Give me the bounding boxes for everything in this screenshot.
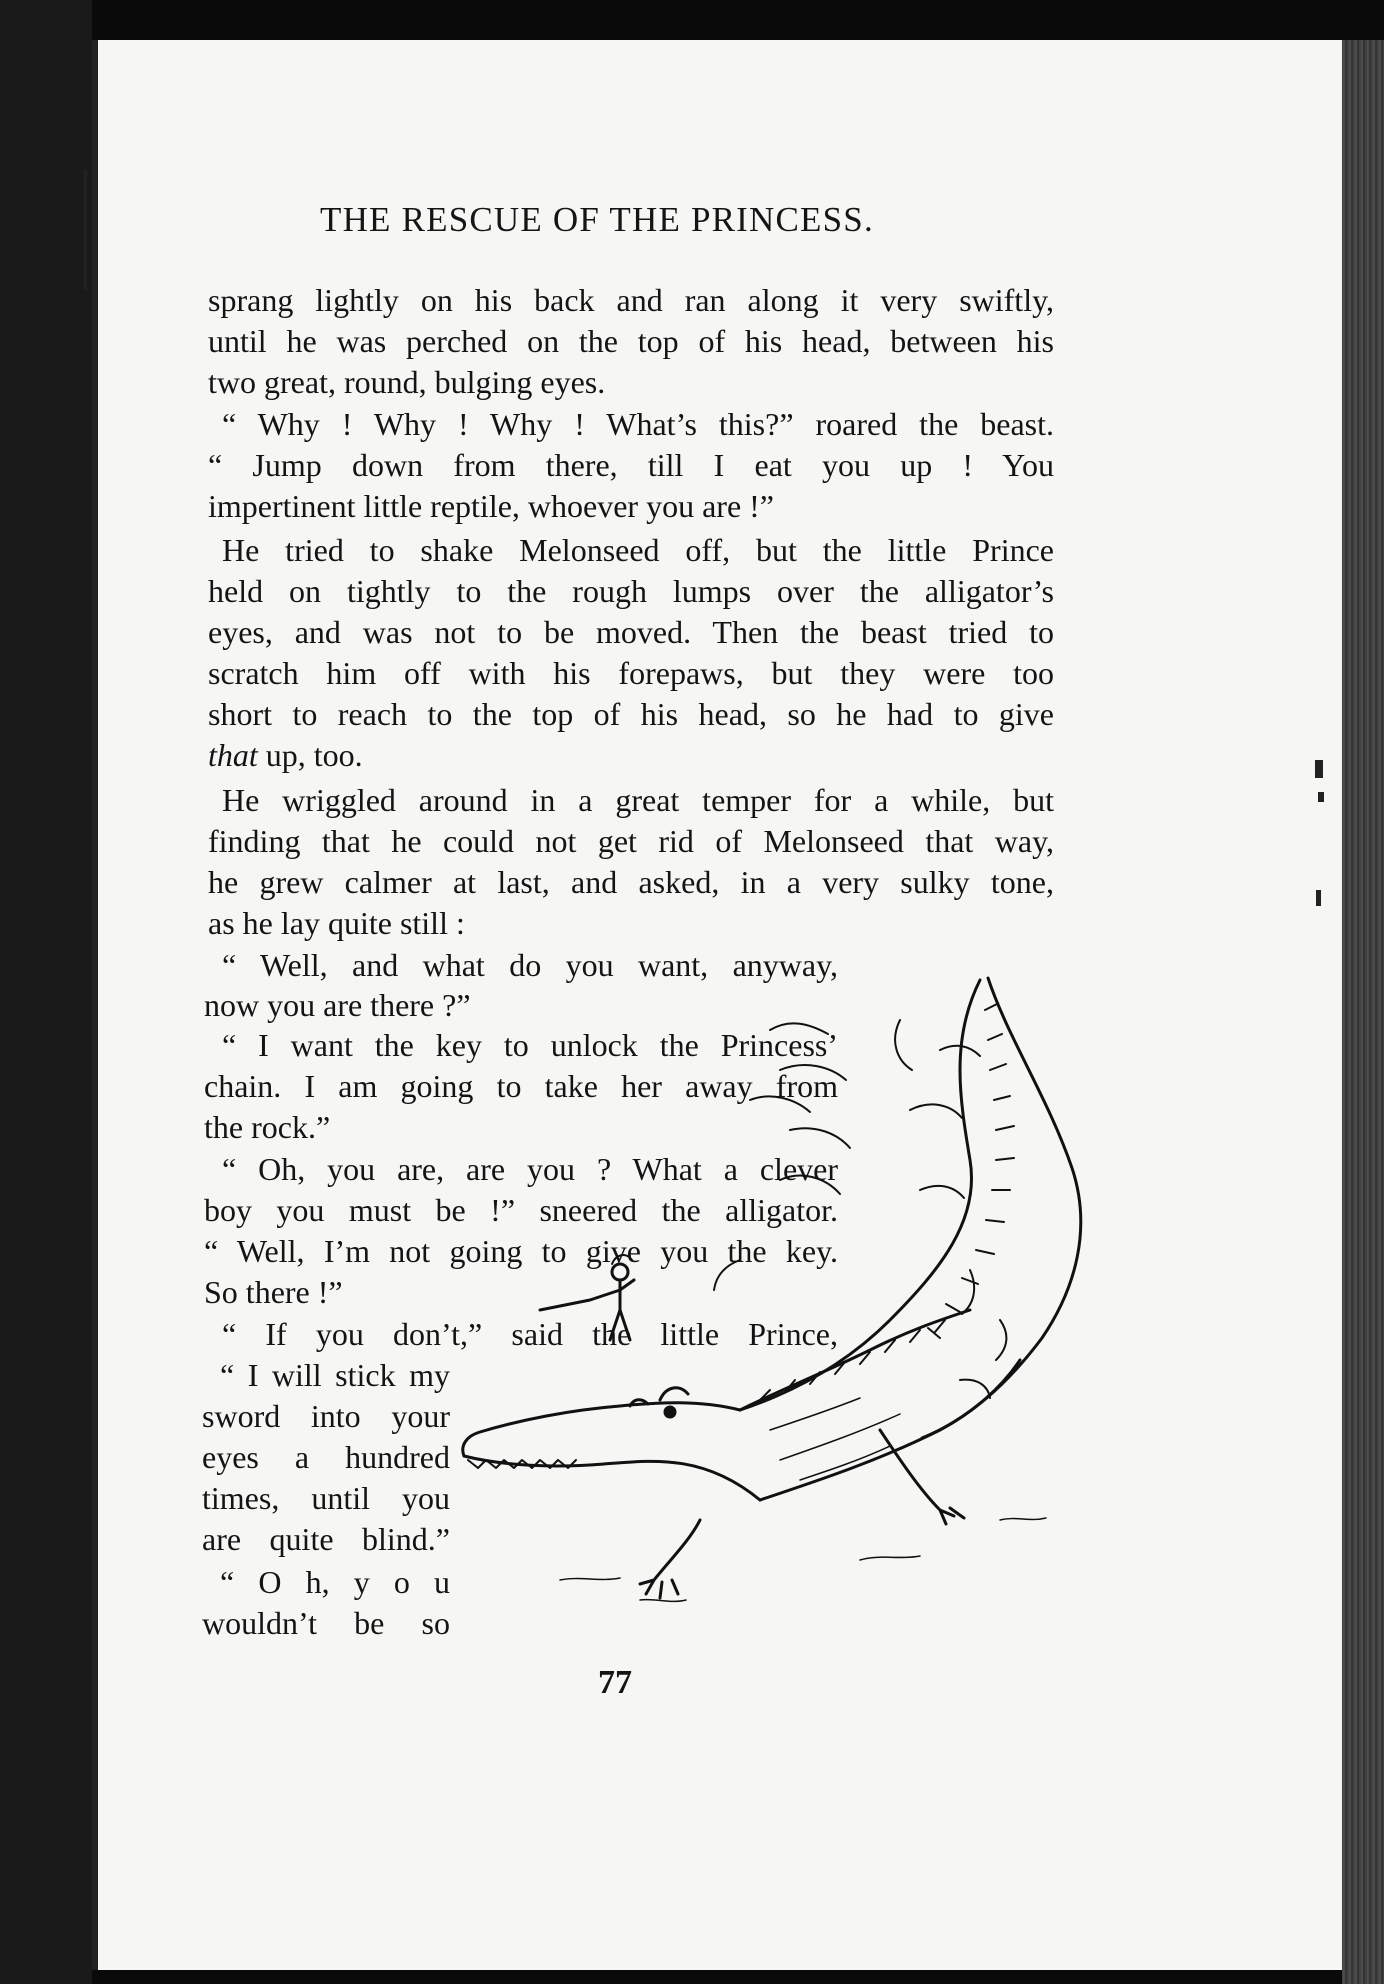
text-line: “ Well, I’m not going to give you the key.	[204, 1233, 838, 1269]
text-line: “ O h, y o u	[220, 1564, 450, 1600]
text-line: times, until you	[202, 1480, 450, 1516]
page-edge	[1342, 40, 1384, 1984]
running-head: THE RESCUE OF THE PRINCESS.	[320, 200, 874, 239]
scan-left-margin	[0, 0, 92, 1984]
text-line: So there !”	[204, 1274, 343, 1310]
text-line: the rock.”	[204, 1109, 331, 1145]
italic-word: that	[208, 737, 258, 773]
text-line	[208, 735, 1054, 775]
text-line: sprang lightly on his back and ran along it very swiftly,	[208, 282, 1054, 318]
text-line: boy you must be !” sneered the alligator.	[204, 1192, 838, 1228]
text-line: short to reach to the top of his head, so he had to give	[208, 696, 1054, 732]
text-line: finding that he could not get rid of Melonseed that way,	[208, 823, 1054, 859]
scan-mark	[1318, 792, 1324, 802]
text-line: impertinent little reptile, whoever you are !”	[208, 488, 774, 524]
text-line: “ I want the key to unlock the Princess’	[222, 1027, 838, 1063]
text-line: held on tightly to the rough lumps over the alligator’s	[208, 573, 1054, 609]
text-line: “ Well, and what do you want, anyway,	[222, 947, 838, 983]
text-line: He tried to shake Melonseed off, but the little Prince	[222, 532, 1054, 568]
text-line: He wriggled around in a great temper for a while, but	[222, 782, 1054, 818]
text-line: eyes a hundred	[202, 1439, 450, 1475]
text-line: sword into your	[202, 1398, 450, 1434]
text-line: “ Why ! Why ! Why ! What’s this?” roared the beast.	[222, 406, 1054, 442]
scan-mark	[1315, 760, 1323, 778]
scan-mark	[84, 170, 87, 290]
text-line: until he was perched on the top of his head, between his	[208, 323, 1054, 359]
text-line: chain. I am going to take her away from	[204, 1068, 838, 1104]
text-line: wouldn’t be so	[202, 1605, 450, 1641]
text-line: now you are there ?”	[204, 987, 471, 1023]
text-line: “ I will stick my	[220, 1357, 450, 1393]
text-line: “ If you don’t,” said the little Prince,	[222, 1316, 838, 1352]
text-line: “ Oh, you are, are you ? What a clever	[222, 1151, 838, 1187]
scan-mark	[1316, 890, 1321, 906]
alligator-illustration	[440, 960, 1160, 1640]
text-line-rest: up, too.	[257, 737, 363, 773]
text-line: he grew calmer at last, and asked, in a very sulky tone,	[208, 864, 1054, 900]
text-line: are quite blind.”	[202, 1521, 450, 1557]
text-line: scratch him off with his forepaws, but they were too	[208, 655, 1054, 691]
text-line: as he lay quite still :	[208, 905, 465, 941]
text-line: eyes, and was not to be moved. Then the beast tried to	[208, 614, 1054, 650]
text-line: two great, round, bulging eyes.	[208, 364, 606, 400]
page-number: 77	[598, 1664, 632, 1701]
text-line: “ Jump down from there, till I eat you up ! You	[208, 447, 1054, 483]
